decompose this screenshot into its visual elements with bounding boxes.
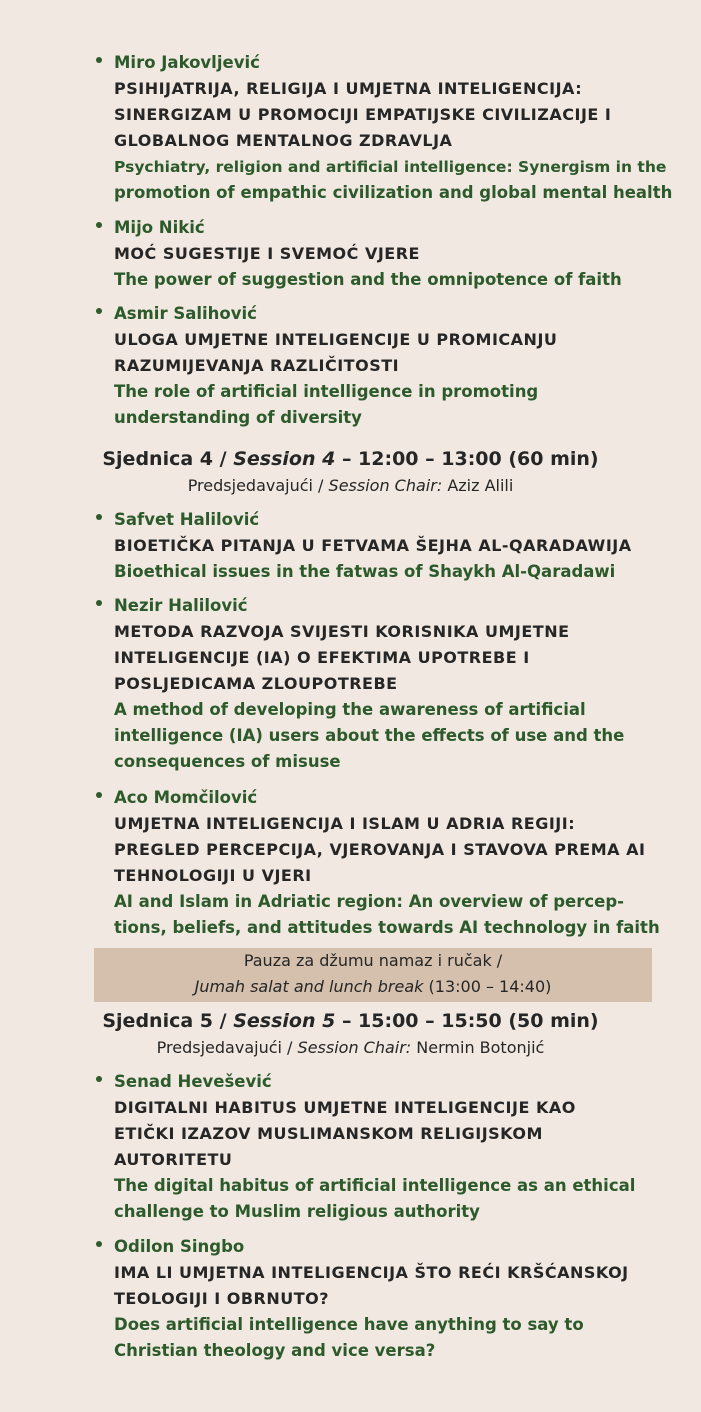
talk-title-hr: INTELIGENCIJE (IA) O EFEKTIMA UPOTREBE I — [114, 648, 530, 667]
talk-author: Nezir Halilović — [114, 596, 248, 615]
talk-title-hr: DIGITALNI HABITUS UMJETNE INTELIGENCIJE KAO — [114, 1098, 576, 1117]
break-line-2 — [94, 974, 652, 1000]
talk-title-en: Christian theology and vice versa? — [114, 1341, 436, 1360]
bullet-icon — [96, 514, 102, 520]
talk-title-en: The power of suggestion and the omnipotence of faith — [114, 270, 622, 289]
talk-title-en: A method of developing the awareness of artificial — [114, 700, 586, 719]
session-chair — [0, 1035, 701, 1061]
talk-title-hr: IMA LI UMJETNA INTELIGENCIJA ŠTO REĆI KRŠĆANSKOJ — [114, 1263, 629, 1282]
session-label-en: Session 5 — [233, 1010, 336, 1032]
chair-label-en: Session Chair: — [328, 476, 443, 495]
talk-title-en: understanding of diversity — [114, 408, 362, 427]
talk-title-hr: PREGLED PERCEPCIJA, VJEROVANJA I STAVOVA PREMA AI — [114, 840, 646, 859]
talk-title-hr: POSLJEDICAMA ZLOUPOTREBE — [114, 674, 398, 693]
talk-title-en: Psychiatry, religion and artificial intelligence: Synergism in the — [114, 158, 667, 176]
talk-title-hr: PSIHIJATRIJA, RELIGIJA I UMJETNA INTELIGENCIJA: — [114, 79, 583, 98]
session-label-en: Session 4 — [233, 448, 336, 470]
talk-author: Senad Hevešević — [114, 1072, 272, 1091]
break-label-en: Jumah salat and lunch break — [194, 977, 424, 996]
talk-title-hr: MOĆ SUGESTIJE I SVEMOĆ VJERE — [114, 244, 420, 263]
chair-label-hr: Predsjedavajući / — [156, 1038, 293, 1057]
talk-item — [114, 507, 674, 585]
talk-title-hr: UMJETNA INTELIGENCIJA I ISLAM U ADRIA REGIJI: — [114, 814, 576, 833]
talk-title-en: The role of artificial intelligence in promoting — [114, 382, 539, 401]
talk-item — [114, 1234, 674, 1364]
bullet-icon — [96, 792, 102, 798]
bullet-icon — [96, 1076, 102, 1082]
session-4-header — [0, 446, 701, 499]
talk-author: Asmir Salihović — [114, 304, 257, 323]
talk-author: Safvet Halilović — [114, 510, 260, 529]
talk-title-en: tions, beliefs, and attitudes towards AI technology in faith — [114, 918, 660, 937]
talk-title-hr: TEOLOGIJI I OBRNUTO? — [114, 1289, 330, 1308]
break-time: (13:00 – 14:40) — [428, 977, 552, 996]
talk-title-hr: AUTORITETU — [114, 1150, 233, 1169]
session-5-header — [0, 1008, 701, 1061]
talk-item — [114, 593, 674, 775]
talk-item — [114, 301, 674, 431]
talk-title-hr: ETIČKI IZAZOV MUSLIMANSKOM RELIGIJSKOM — [114, 1124, 543, 1143]
talk-title-en: AI and Islam in Adriatic region: An overview of percep- — [114, 892, 625, 911]
talk-title-hr: RAZUMIJEVANJA RAZLIČITOSTI — [114, 356, 400, 375]
talk-title-en: Does artificial intelligence have anything to say to — [114, 1315, 584, 1334]
bullet-icon — [96, 600, 102, 606]
talk-title-hr: BIOETIČKA PITANJA U FETVAMA ŠEJHA AL-QARADAWIJA — [114, 536, 632, 555]
talk-title-en: intelligence (IA) users about the effects of use and the — [114, 726, 625, 745]
talk-author: Mijo Nikić — [114, 218, 205, 237]
chair-name: Aziz Alili — [447, 476, 514, 495]
session-label-hr: Sjednica 4 / — [102, 448, 227, 470]
bullet-icon — [96, 57, 102, 63]
talk-title-hr: GLOBALNOG MENTALNOG ZDRAVLJA — [114, 131, 453, 150]
chair-label-hr: Predsjedavajući / — [187, 476, 324, 495]
session-chair — [0, 473, 701, 499]
talk-title-en: promotion of empathic civilization and global mental health — [114, 183, 673, 202]
talk-author: Odilon Singbo — [114, 1237, 245, 1256]
talk-item — [114, 215, 674, 293]
talk-item — [114, 50, 674, 206]
session-time: – 12:00 – 13:00 (60 min) — [341, 448, 599, 470]
talk-title-en: challenge to Muslim religious authority — [114, 1202, 480, 1221]
talk-item — [114, 785, 674, 941]
bullet-icon — [96, 1241, 102, 1247]
chair-name: Nermin Botonjić — [416, 1038, 545, 1057]
session-title — [0, 1008, 701, 1035]
session-time: – 15:00 – 15:50 (50 min) — [341, 1010, 599, 1032]
talk-title-hr: METODA RAZVOJA SVIJESTI KORISNIKA UMJETNE — [114, 622, 570, 641]
talk-item — [114, 1069, 674, 1225]
talk-title-hr: SINERGIZAM U PROMOCIJI EMPATIJSKE CIVILIZACIJE I — [114, 105, 612, 124]
break-line-1: Pauza za džumu namaz i ručak / — [243, 951, 503, 970]
talk-author: Aco Momčilović — [114, 788, 258, 807]
talk-author: Miro Jakovljević — [114, 53, 260, 72]
bullet-icon — [96, 308, 102, 314]
bullet-icon — [96, 222, 102, 228]
chair-label-en: Session Chair: — [297, 1038, 412, 1057]
session-title — [0, 446, 701, 473]
session-label-hr: Sjednica 5 / — [102, 1010, 227, 1032]
talk-title-hr: ULOGA UMJETNE INTELIGENCIJE U PROMICANJU — [114, 330, 558, 349]
talk-title-hr: TEHNOLOGIJI U VJERI — [114, 866, 312, 885]
talk-title-en: consequences of misuse — [114, 752, 341, 771]
talk-title-en: The digital habitus of artificial intelligence as an ethical — [114, 1176, 636, 1195]
lunch-break-banner — [94, 948, 652, 1002]
talk-title-en: Bioethical issues in the fatwas of Shaykh Al-Qaradawi — [114, 562, 616, 581]
